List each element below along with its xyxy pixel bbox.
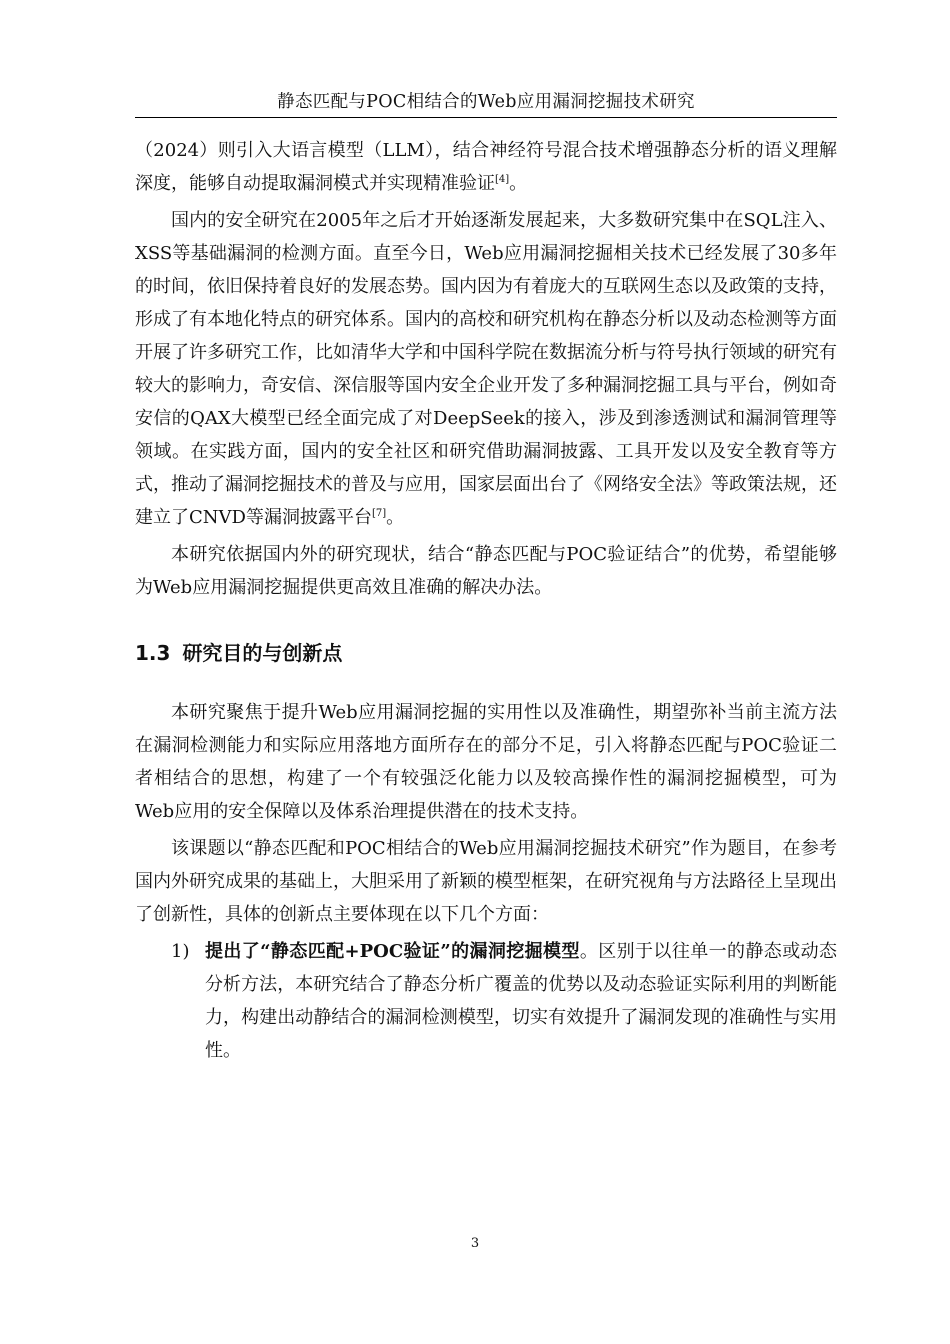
citation: [7] [371,508,387,519]
page-body [135,126,837,1067]
paragraph-summary: 本研究依据国内外的研究现状，结合“静态匹配与POC验证结合”的优势，希望能够为Web应用漏洞挖掘提供更高效且准确的解决办法。 [135,544,837,598]
list-marker: 1) [171,941,190,962]
paragraph-domestic-research [135,204,837,534]
section-number: 1.3 [135,641,171,665]
paragraph-tail: 。 [509,173,528,194]
page-number: 3 [470,1236,480,1251]
paragraph-continuation [135,134,837,200]
list-item-bold: 提出了“静态匹配+POC验证”的漏洞挖掘模型 [205,941,580,962]
running-header: 静态匹配与POC相结合的Web应用漏洞挖掘技术研究 [277,92,695,112]
citation: [4] [495,174,510,185]
list-item-text: 。区别于以往单一的静态或动态分析方法，本研究结合了静态分析广覆盖的优势以及动态验证实际利用的判断能力，构建出动静结合的漏洞检测模型，切实有效提升了漏洞发现的准确性与实用性。 [205,941,837,1061]
list-item [135,935,837,1067]
section-title: 研究目的与创新点 [182,641,343,665]
paragraph-innovation-intro: 该课题以“静态匹配和POC相结合的Web应用漏洞挖掘技术研究”作为题目，在参考国内外研究成果的基础上，大胆采用了新颖的模型框架，在研究视角与方法路径上呈现出了创新性，具体的创新点主要体现在以下几个方面： [135,838,837,925]
paragraph-tail: 。 [386,507,405,528]
paragraph-research-purpose: 本研究聚焦于提升Web应用漏洞挖掘的实用性以及准确性，期望弥补当前主流方法在漏洞检测能力和实际应用落地方面所存在的部分不足，引入将静态匹配与POC验证二者相结合的思想，构建了一个有较强泛化能力以及较高操作性的漏洞挖掘模型，可为Web应用的安全保障以及体系治理提供潜在的技术支持。 [135,702,837,822]
paragraph-text: （2024）则引入大语言模型（LLM），结合神经符号混合技术增强静态分析的语义理解深度，能够自动提取漏洞模式并实现精准验证 [135,140,837,194]
paragraph-text: 国内的安全研究在2005年之后才开始逐渐发展起来，大多数研究集中在SQL注入、XSS等基础漏洞的检测方面。直至今日，Web应用漏洞挖掘相关技术已经发展了30多年的时间，依旧保持着良好的发展态势。国内因为有着庞大的互联网生态以及政策的支持，形成了有本地化特点的研究体系。国内的高校和研究机构在静态分析以及动态检测等方面开展了许多研究工作，比如清华大学和中国科学院在数据流分析与符号执行领域的研究有较大的影响力，奇安信、深信服等国内安全企业开发了多种漏洞挖掘工具与平台，例如奇安信的QAX大模型已经全面完成了对DeepSeek的接入，涉及到渗透测试和漏洞管理等领域。在实践方面，国内的安全社区和研究借助漏洞披露、工具开发以及安全教育等方式，推动了漏洞挖掘技术的普及与应用，国家层面出台了《网络安全法》等政策法规，还建立了CNVD等漏洞披露平台 [135,210,837,528]
header-rule [135,117,837,118]
section-heading [135,638,837,668]
